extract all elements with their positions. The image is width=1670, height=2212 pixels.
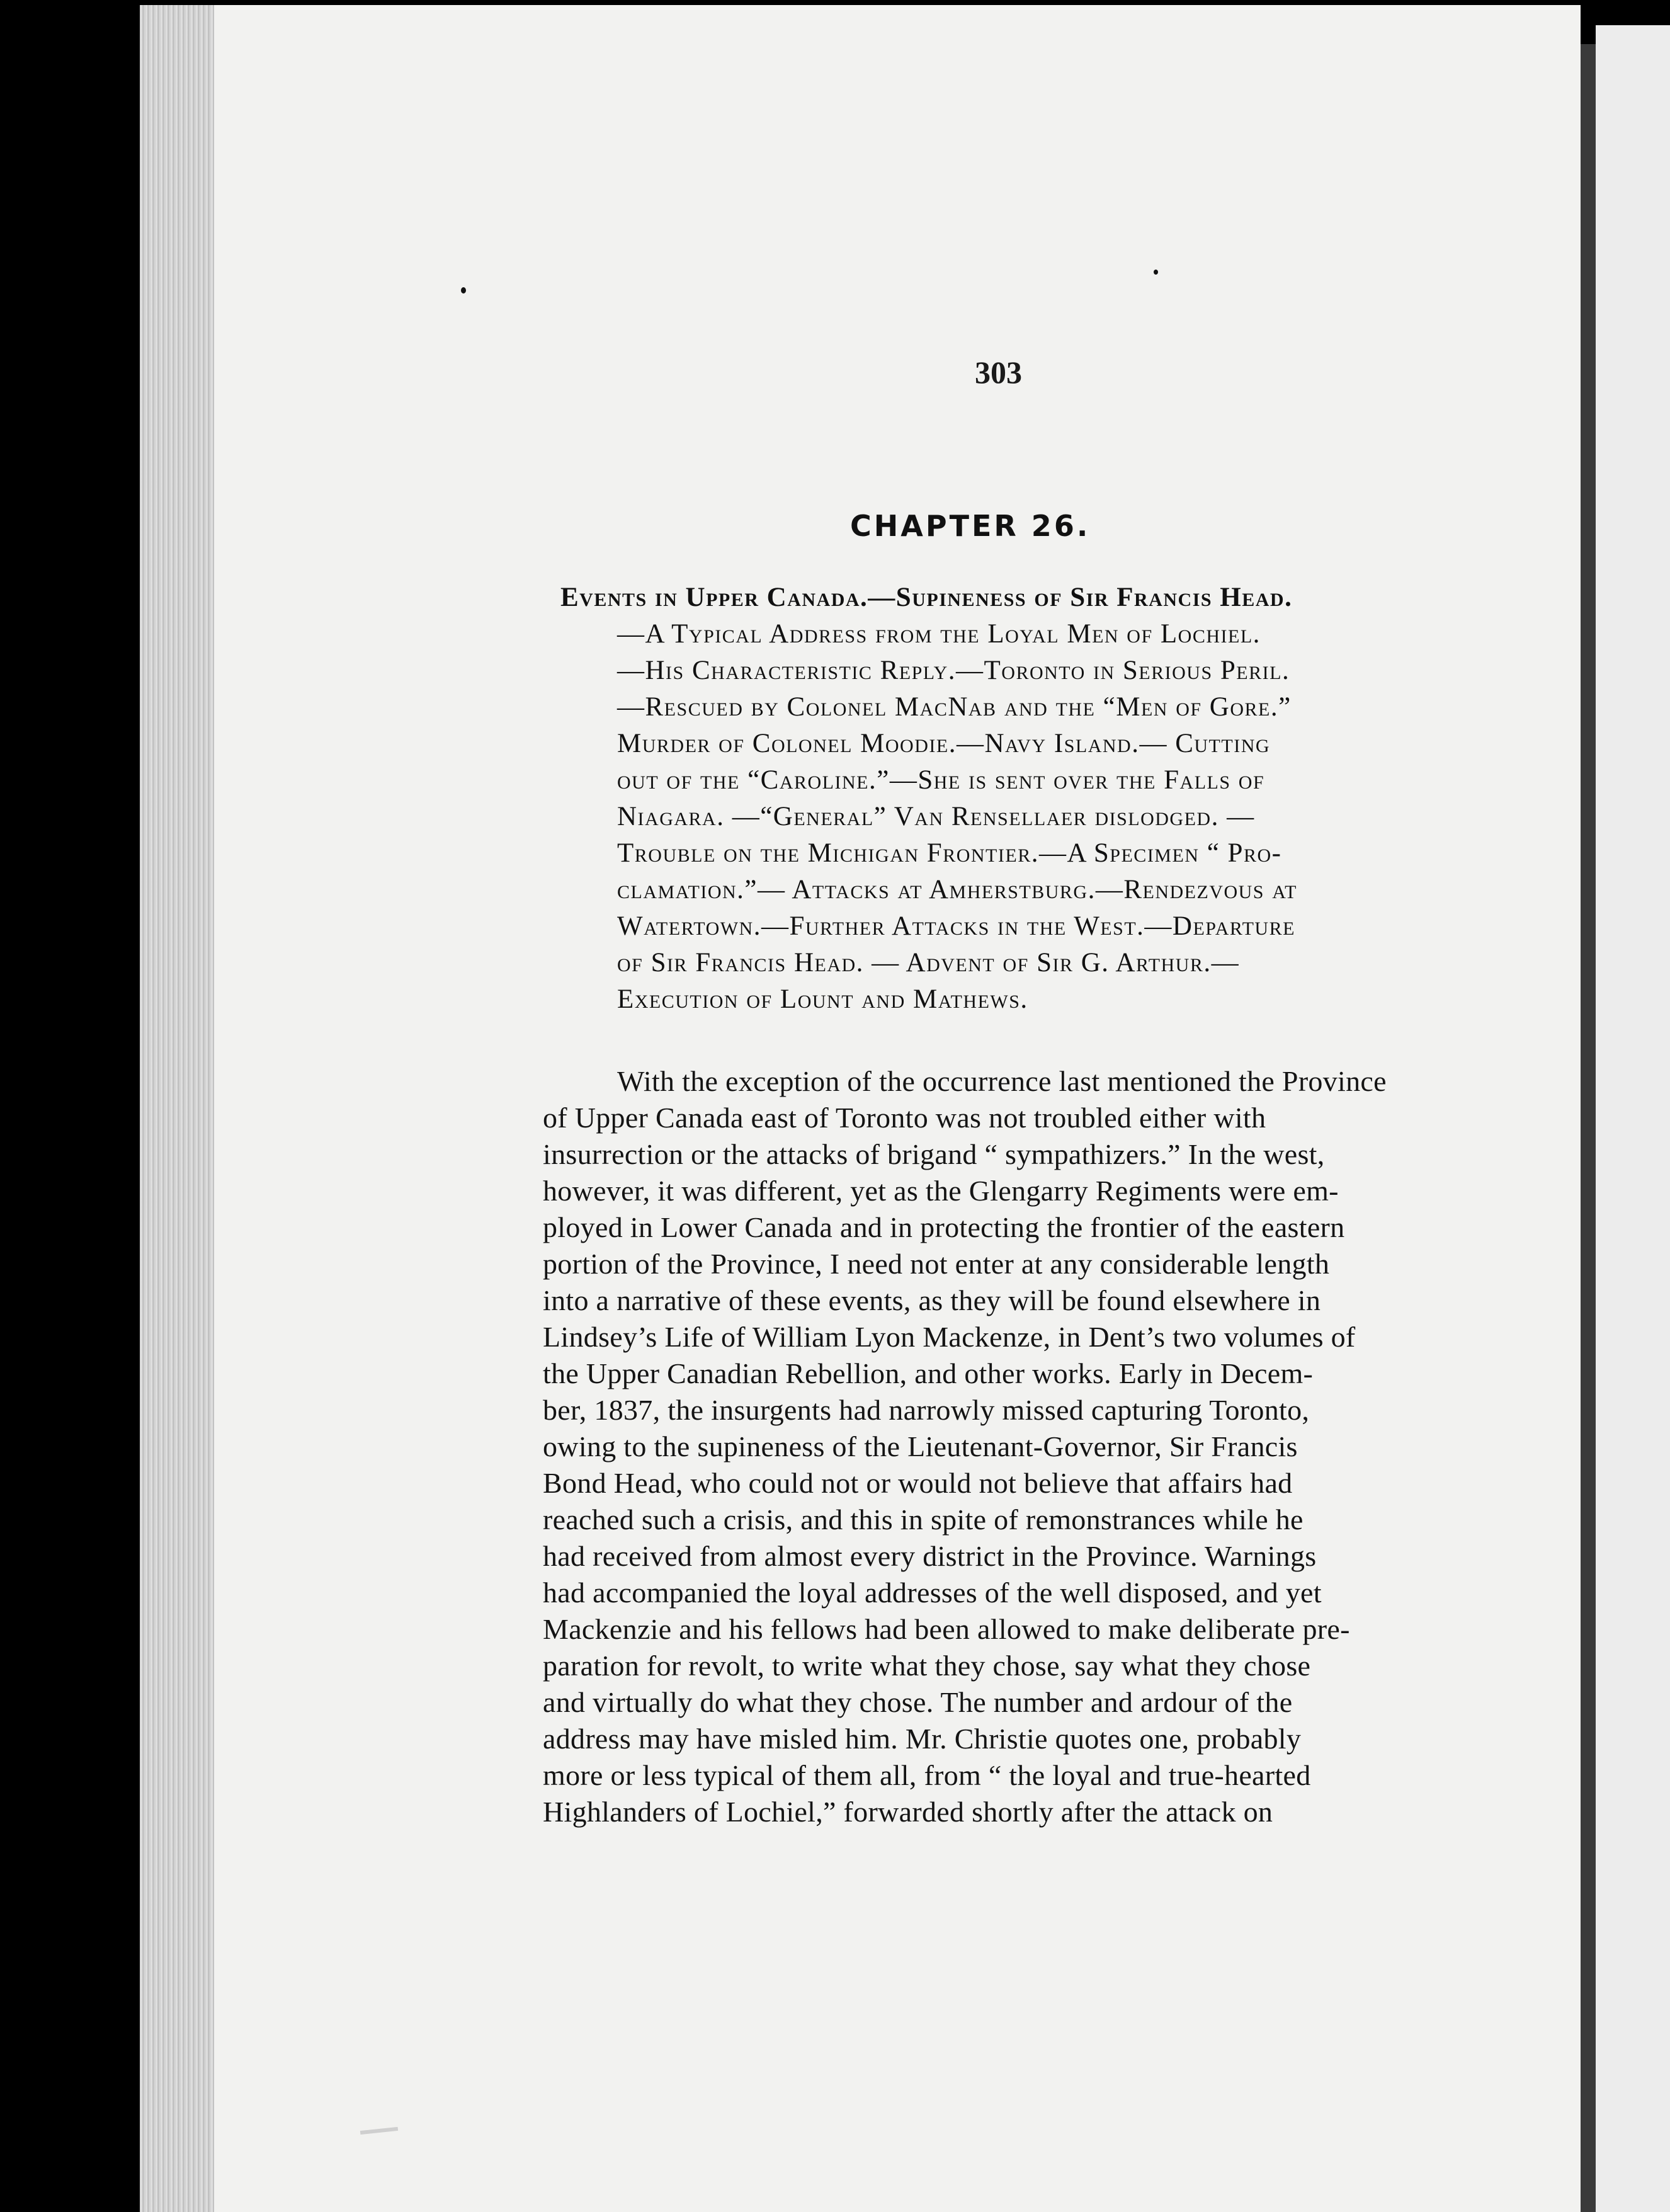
synopsis-line: clamation.”— Attacks at Amherstburg.—Rendezvous at (617, 875, 1297, 904)
body-line: address may have misled him. Mr. Christie quotes one, probably (543, 1723, 1302, 1755)
body-line: into a narrative of these events, as they will be found elsewhere in (543, 1284, 1321, 1316)
body-line: however, it was different, yet as the Glengarry Regiments were em- (543, 1175, 1339, 1207)
body-line: Mackenzie and his fellows had been allowed to make deliberate pre- (543, 1613, 1350, 1645)
body-line: Highlanders of Lochiel,” forwarded shortly after the attack on (543, 1796, 1273, 1828)
body-line: With the exception of the occurrence last mentioned the Province (617, 1065, 1387, 1097)
chapter-heading: CHAPTER 26. (850, 509, 1091, 543)
synopsis-line: —His Characteristic Reply.—Toronto in Serious Peril. (617, 656, 1290, 685)
synopsis-line: Events in Upper Canada.—Supineness of Sir Francis Head. (560, 583, 1293, 612)
body-line: Bond Head, who could not or would not believe that affairs had (543, 1467, 1293, 1499)
body-line: reached such a crisis, and this in spite of remonstrances while he (543, 1503, 1304, 1536)
synopsis-line: Execution of Lount and Mathews. (617, 984, 1028, 1014)
synopsis-line: —Rescued by Colonel MacNab and the “Men of Gore.” (617, 692, 1292, 722)
synopsis-line: Murder of Colonel Moodie.—Navy Island.— Cutting (617, 729, 1271, 758)
body-line: owing to the supineness of the Lieutenant-Governor, Sir Francis (543, 1430, 1298, 1462)
body-line: portion of the Province, I need not enter at any considerable length (543, 1248, 1330, 1280)
body-line: insurrection or the attacks of brigand “ sympathizers.” In the west, (543, 1138, 1325, 1170)
synopsis-line: Niagara. —“General” Van Rensellaer dislodged. — (617, 802, 1255, 831)
body-line: and virtually do what they chose. The number and ardour of the (543, 1686, 1293, 1718)
synopsis-line: of Sir Francis Head. — Advent of Sir G. Arthur.— (617, 948, 1240, 978)
body-line: paration for revolt, to write what they chose, say what they chose (543, 1650, 1311, 1682)
gutter-shadow (1581, 44, 1596, 2212)
body-line: ployed in Lower Canada and in protecting the frontier of the eastern (543, 1211, 1345, 1243)
body-line: ber, 1837, the insurgents had narrowly missed capturing Toronto, (543, 1394, 1310, 1426)
body-line: had accompanied the loyal addresses of the well disposed, and yet (543, 1576, 1322, 1609)
synopsis-line: —A Typical Address from the Loyal Men of Lochiel. (617, 619, 1261, 649)
scan-speck (461, 287, 466, 294)
body-line: the Upper Canadian Rebellion, and other works. Early in Decem- (543, 1357, 1314, 1389)
book-page-edges (140, 5, 222, 2212)
synopsis-line: Watertown.—Further Attacks in the West.—Departure (617, 911, 1295, 941)
body-line: of Upper Canada east of Toronto was not troubled either with (543, 1102, 1266, 1134)
page-number: 303 (975, 355, 1022, 390)
next-page-edge (1596, 25, 1670, 2212)
synopsis-line: out of the “Caroline.”—She is sent over the Falls of (617, 765, 1265, 795)
body-line: Lindsey’s Life of William Lyon Mackenze, in Dent’s two volumes of (543, 1321, 1356, 1353)
body-line: had received from almost every district in the Province. Warnings (543, 1540, 1317, 1572)
body-line: more or less typical of them all, from “ the loyal and true-hearted (543, 1759, 1311, 1791)
scan-speck (1154, 270, 1158, 275)
synopsis-line: Trouble on the Michigan Frontier.—A Specimen “ Pro- (617, 838, 1282, 868)
